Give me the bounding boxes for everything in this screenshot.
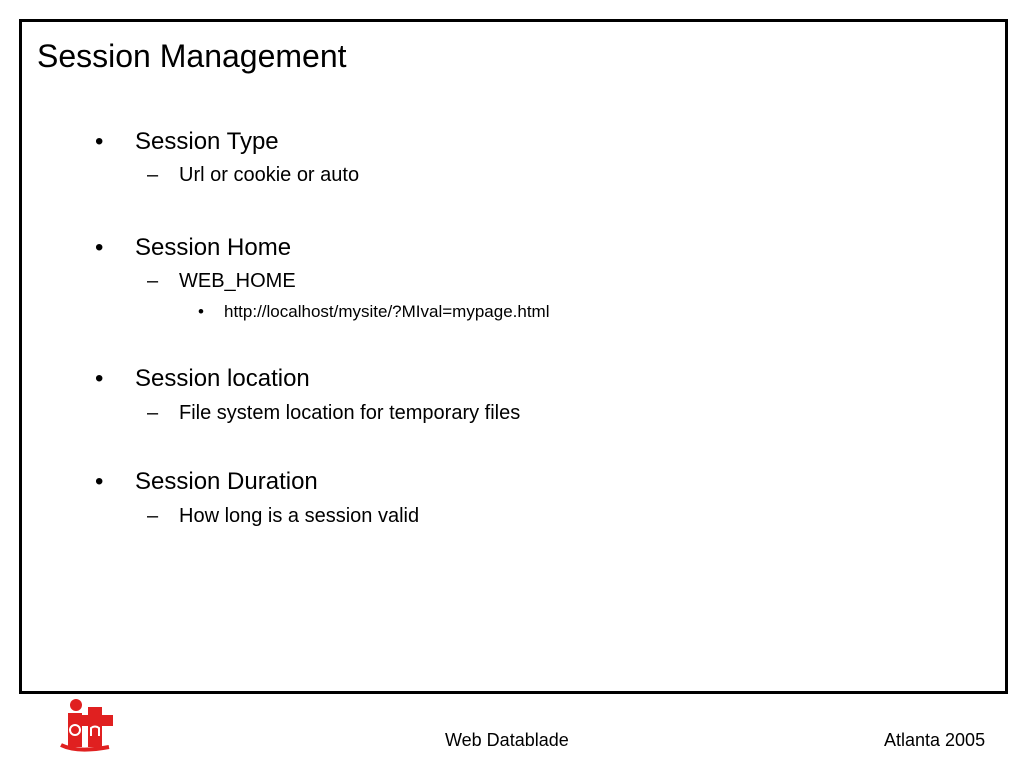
bullet-marker: •	[95, 128, 104, 155]
slide-frame	[19, 19, 1008, 694]
bullet-marker: •	[95, 234, 104, 261]
sub-bullet-label: How long is a session valid	[179, 505, 420, 527]
slide-title: Session Management	[37, 38, 347, 74]
footer-presentation-title: Web Datablade	[445, 730, 569, 750]
sub-bullet-marker: –	[147, 505, 159, 527]
bullet-marker: •	[95, 365, 104, 392]
bullet-label: Session Type	[135, 128, 279, 155]
it-on-logo	[57, 697, 115, 755]
bullet-label: Session Duration	[135, 468, 318, 495]
sub-bullet-marker: –	[147, 402, 159, 424]
sub-sub-bullet-marker: •	[198, 302, 204, 321]
bullet-marker: •	[95, 468, 104, 495]
bullet-label: Session location	[135, 365, 310, 392]
sub-bullet-marker: –	[147, 270, 159, 292]
sub-bullet-label: Url or cookie or auto	[179, 164, 360, 186]
sub-bullet-label: File system location for temporary files	[179, 402, 521, 424]
sub-sub-bullet-label: http://localhost/mysite/?MIval=mypage.html	[224, 302, 550, 321]
sub-bullet-label: WEB_HOME	[179, 270, 296, 292]
footer-event: Atlanta 2005	[884, 730, 986, 750]
bullet-label: Session Home	[135, 234, 292, 261]
sub-bullet-marker: –	[147, 164, 159, 186]
